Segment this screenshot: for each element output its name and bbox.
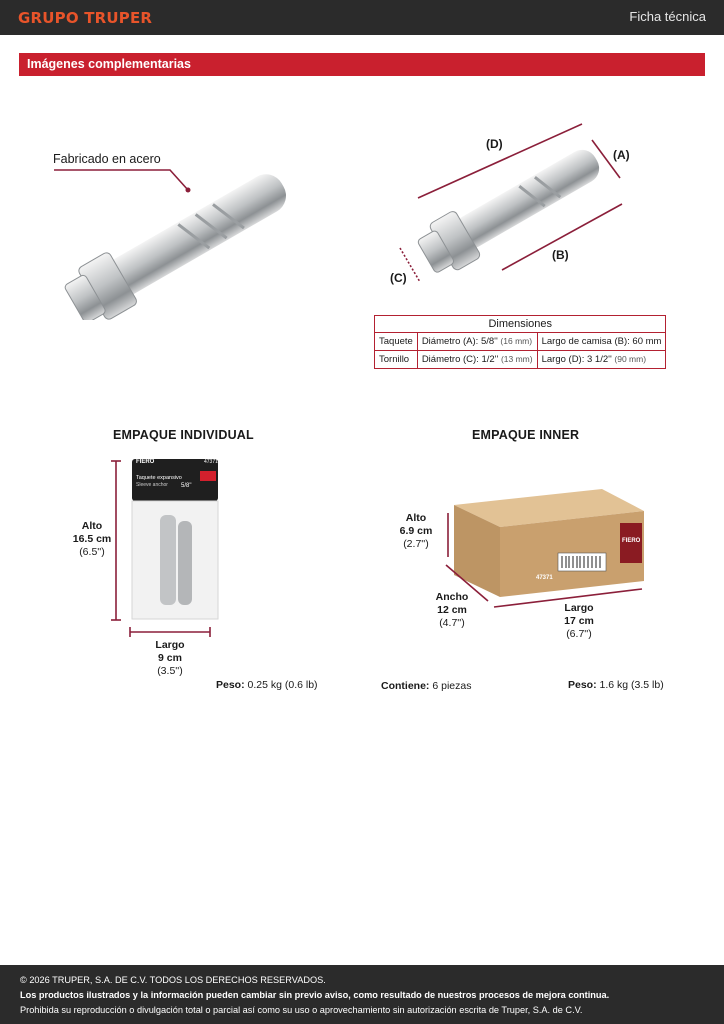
inner-weight: Peso: 1.6 kg (3.5 lb) xyxy=(568,679,664,691)
inner-length-measure: Largo 17 cm (6.7'') xyxy=(564,602,594,640)
anchor-dimensions-diagram xyxy=(380,110,640,290)
material-callout: Fabricado en acero xyxy=(53,152,161,166)
anchor-bolt-photo xyxy=(40,160,300,320)
individual-package-heading: EMPAQUE INDIVIDUAL xyxy=(113,428,254,442)
dimension-b-label: (B) xyxy=(552,248,569,262)
document-type: Ficha técnica xyxy=(629,9,706,24)
dimension-a-label: (A) xyxy=(613,148,630,162)
part-name: Taquete xyxy=(375,333,418,351)
inner-width-measure: Ancho 12 cm (4.7'') xyxy=(435,591,469,629)
disclaimer-text: Los productos ilustrados y la información pueden cambiar sin previo aviso, como resultado de nuestros procesos de mejora continua. xyxy=(20,990,610,1000)
individual-height-measure: Alto 16.5 cm (6.5'') xyxy=(72,520,112,558)
brand-logo: GRUPO TRUPER xyxy=(18,9,153,27)
dimension-c-label: (C) xyxy=(390,271,407,285)
package-subtitle: Sleeve anchor xyxy=(136,482,168,488)
copyright-text: © 2026 TRUPER, S.A. DE C.V. TODOS LOS DERECHOS RESERVADOS. xyxy=(20,975,326,985)
package-title: Taquete expansivo xyxy=(136,475,182,481)
part-name: Tornillo xyxy=(375,351,418,369)
individual-weight: Peso: 0.25 kg (0.6 lb) xyxy=(216,679,318,691)
header-bar xyxy=(0,0,724,35)
section-title: Imágenes complementarias xyxy=(27,57,191,71)
individual-length-measure: Largo 9 cm (3.5'') xyxy=(155,639,185,677)
dimensions-table xyxy=(374,315,666,369)
inner-contents: Contiene: 6 piezas xyxy=(381,680,472,692)
package-size: 5/8" xyxy=(181,483,192,489)
table-row: Tornillo Diámetro (C): 1/2'' (13 mm) Largo (D): 3 1/2'' (90 mm) xyxy=(375,351,666,369)
box-brand: FIERO xyxy=(622,538,641,544)
box-code: 47371 xyxy=(536,575,553,581)
dimension-d-label: (D) xyxy=(486,137,503,151)
footer xyxy=(0,965,724,1024)
package-brand: FIERO xyxy=(136,459,155,465)
table-row: Taquete Diámetro (A): 5/8'' (16 mm) Largo de camisa (B): 60 mm xyxy=(375,333,666,351)
dimensions-table-title: Dimensiones xyxy=(375,316,666,333)
reproduction-notice: Prohibida su reproducción o divulgación total o parcial así como su uso o aprovechamiento sin autorización escrita de Truper, S.A. de C.V. xyxy=(20,1005,583,1015)
inner-height-measure: Alto 6.9 cm (2.7'') xyxy=(399,512,433,550)
package-code: 47371 xyxy=(204,459,218,465)
inner-package-heading: EMPAQUE INNER xyxy=(472,428,580,442)
section-title-bar xyxy=(19,53,705,76)
